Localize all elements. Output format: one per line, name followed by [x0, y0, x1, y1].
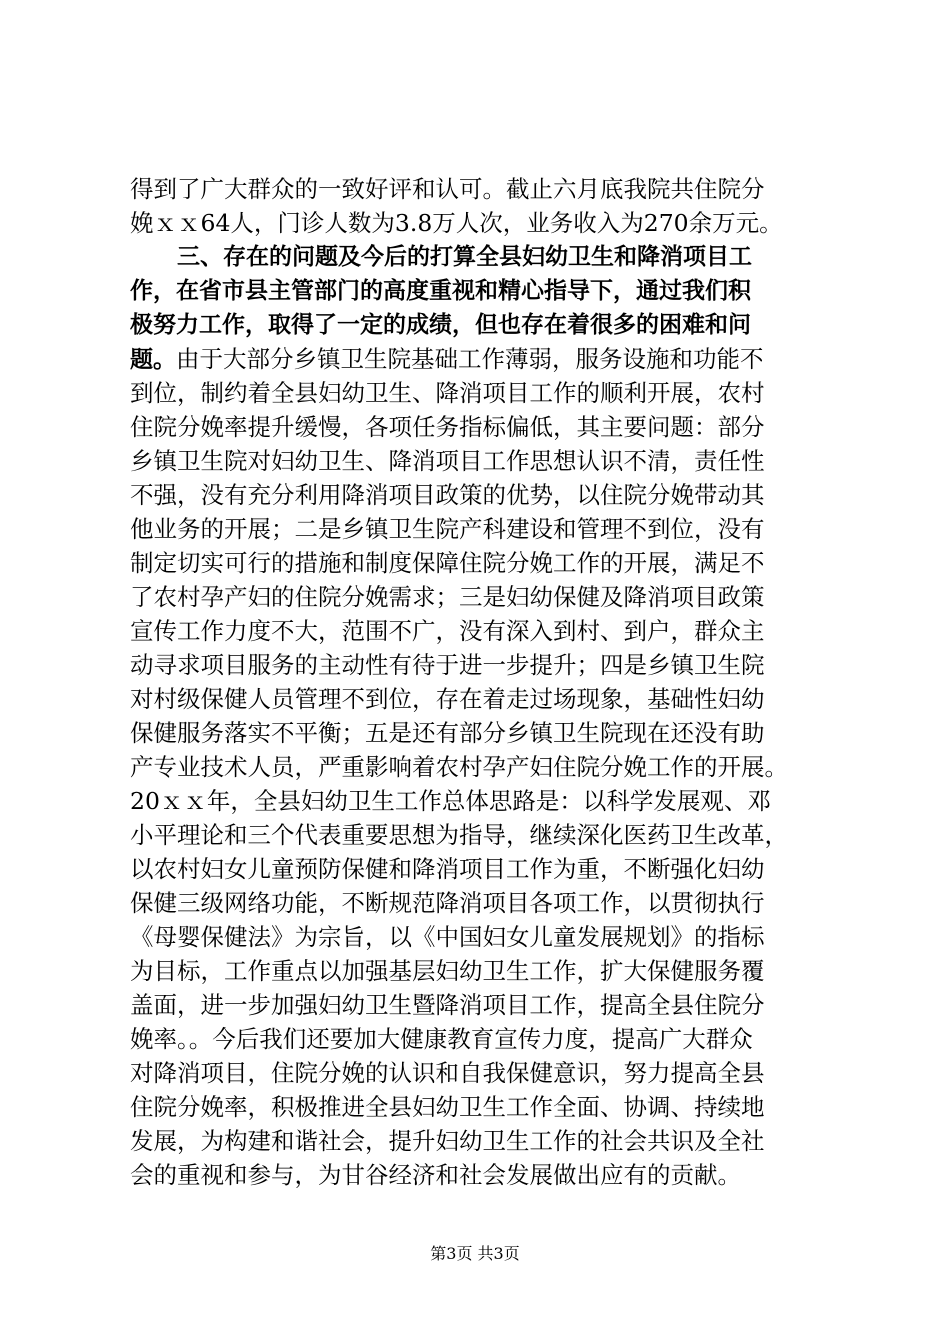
section-heading-tail: 题。 [130, 347, 176, 373]
text-line: 得到了广大群众的一致好评和认可。截止六月底我院共住院分 [130, 175, 765, 203]
text-line: 住院分娩率，积极推进全县妇幼卫生工作全面、协调、持续地 [130, 1093, 765, 1121]
text-line-tail: 由于大部分乡镇卫生院基础工作薄弱，服务设施和功能不 [176, 345, 764, 373]
text-line: 到位，制约着全县妇幼卫生、降消项目工作的顺利开展，农村 [130, 379, 765, 407]
text-line: 会的重视和参与，为甘谷经济和社会发展做出应有的贡献。 [130, 1161, 741, 1189]
text-line: 娩ｘｘ64人，门诊人数为3.8万人次，业务收入为270余万元。 [130, 209, 783, 237]
text-line: 娩率。。今后我们还要加大健康教育宣传力度，提高广大群众 [130, 1025, 753, 1053]
text-line: 以农村妇女儿童预防保健和降消项目工作为重，不断强化妇幼 [130, 855, 765, 883]
text-line: 制定切实可行的措施和制度保障住院分娩工作的开展，满足不 [130, 549, 765, 577]
section-heading-line: 三、存在的问题及今后的打算全县妇幼卫生和降消项目工 [177, 244, 752, 270]
text-line: 了农村孕产妇的住院分娩需求；三是妇幼保健及降消项目政策 [130, 583, 765, 611]
section-heading-line: 作，在省市县主管部门的高度重视和精心指导下，通过我们积 [130, 278, 751, 304]
text-line: 《母婴保健法》为宗旨，以《中国妇女儿童发展规划》的指标 [130, 923, 765, 951]
text-line: 产专业技术人员，严重影响着农村孕产妇住院分娩工作的开展。 [130, 753, 788, 781]
text-line: 盖面，进一步加强妇幼卫生暨降消项目工作，提高全县住院分 [130, 991, 765, 1019]
text-line: 住院分娩率提升缓慢，各项任务指标偏低，其主要问题：部分 [130, 413, 765, 441]
text-line: 宣传工作力度不大，范围不广，没有深入到村、到户，群众主 [130, 617, 765, 645]
text-line: 他业务的开展；二是乡镇卫生院产科建设和管理不到位，没有 [130, 515, 765, 543]
text-line: 20ｘｘ年，全县妇幼卫生工作总体思路是：以科学发展观、邓 [130, 787, 771, 815]
text-line: 不强，没有充分利用降消项目政策的优势，以住院分娩带动其 [130, 481, 765, 509]
text-line: 乡镇卫生院对妇幼卫生、降消项目工作思想认识不清，责任性 [130, 447, 765, 475]
page-footer [0, 1244, 950, 1264]
text-line: 保健服务落实不平衡；五是还有部分乡镇卫生院现在还没有助 [130, 719, 765, 747]
text-line: 为目标，工作重点以加强基层妇幼卫生工作，扩大保健服务覆 [130, 957, 765, 985]
mixed-line [130, 342, 830, 376]
section-heading-line: 极努力工作，取得了一定的成绩，但也存在着很多的困难和问 [130, 312, 751, 338]
text-line: 对降消项目，住院分娩的认识和自我保健意识，努力提高全县 [130, 1059, 765, 1087]
text-line: 发展，为构建和谐社会，提升妇幼卫生工作的社会共识及全社 [130, 1127, 765, 1155]
document-body [130, 172, 830, 1192]
page-number-label: 第3页 共3页 [430, 1244, 520, 1263]
text-line: 小平理论和三个代表重要思想为指导，继续深化医药卫生改革， [130, 821, 788, 849]
text-line: 对村级保健人员管理不到位，存在着走过场现象，基础性妇幼 [130, 685, 765, 713]
text-line: 保健三级网络功能，不断规范降消项目各项工作，以贯彻执行 [130, 889, 765, 917]
text-line: 动寻求项目服务的主动性有待于进一步提升；四是乡镇卫生院 [130, 651, 765, 679]
